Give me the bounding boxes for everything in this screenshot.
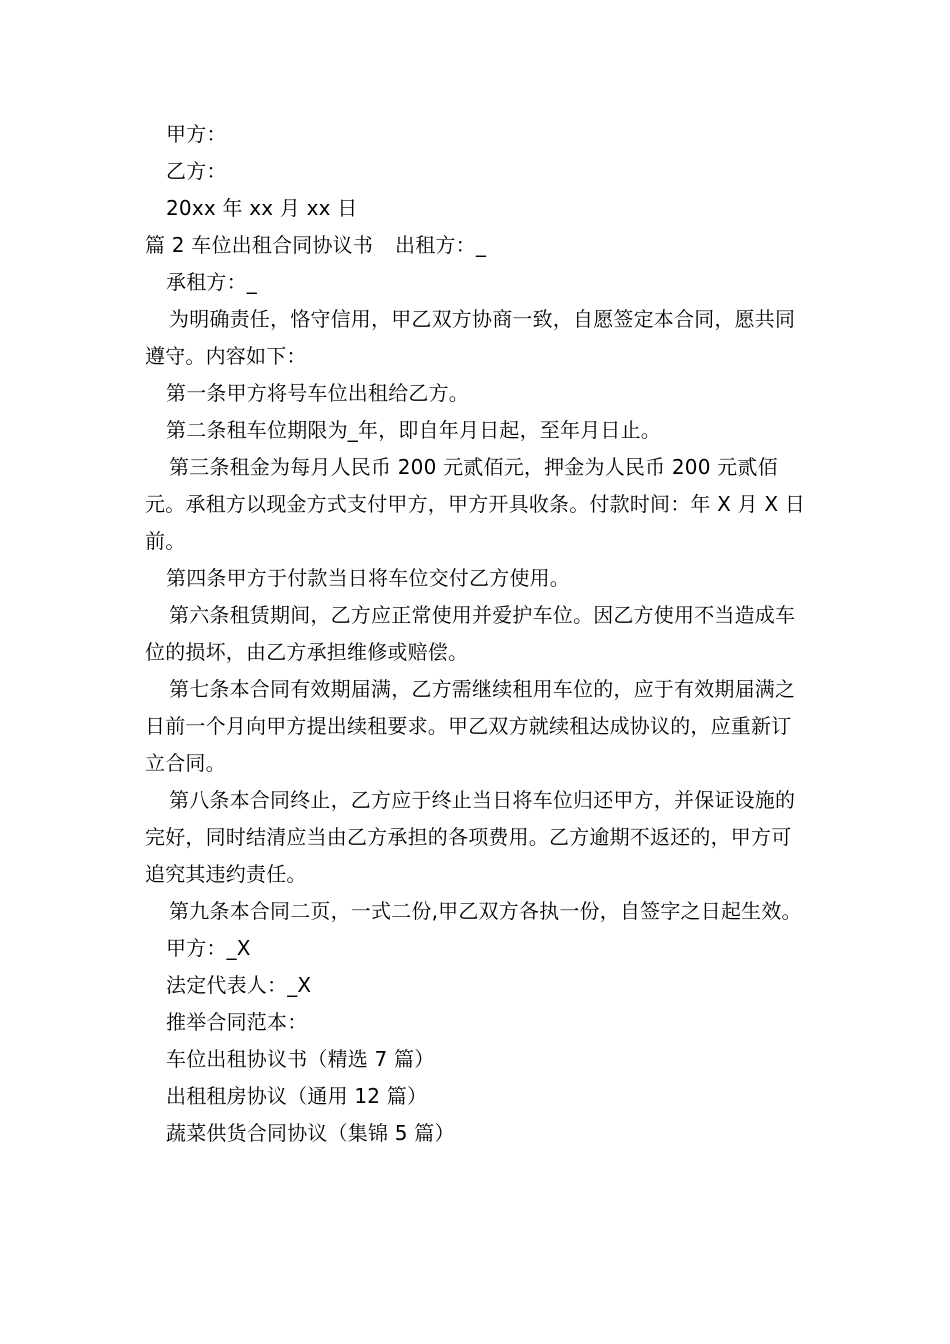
document-body bbox=[145, 116, 810, 1152]
article-3: 第三条租金为每月人民币 200 元贰佰元，押金为人民币 200 元贰佰元。承租方以现金方式支付甲方，甲方开具收条。付款时间：年 X 月 X 日前。 bbox=[145, 455, 806, 553]
article-2: 第二条租车位期限为_年，即自年月日起，至年月日止。 bbox=[166, 418, 661, 442]
recommend-link-1[interactable]: 车位出租协议书（精选 7 篇） bbox=[166, 1047, 435, 1071]
lessor-field: 出租方：_ bbox=[395, 233, 487, 257]
recommend-link-2[interactable]: 出租租房协议（通用 12 篇） bbox=[166, 1084, 428, 1108]
intro-paragraph: 为明确责任，恪守信用，甲乙双方协商一致，自愿签定本合同，愿共同遵守。内容如下： bbox=[145, 307, 796, 368]
lessee-field: 承租方：_ bbox=[166, 270, 257, 294]
sign-party-a: 甲方：_X bbox=[166, 936, 251, 960]
party-a-header: 甲方： bbox=[166, 122, 227, 146]
contract-title: 篇 2 车位出租合同协议书 bbox=[145, 233, 374, 257]
recommend-header: 推举合同范本： bbox=[166, 1010, 308, 1034]
date-line: 20xx 年 xx 月 xx 日 bbox=[166, 196, 358, 220]
party-b-header: 乙方： bbox=[166, 159, 227, 183]
article-7: 第七条本合同有效期届满，乙方需继续租用车位的，应于有效期届满之日前一个月向甲方提出续租要求。甲乙双方就续租达成协议的，应重新订立合同。 bbox=[145, 677, 796, 775]
article-6: 第六条租赁期间，乙方应正常使用并爱护车位。因乙方使用不当造成车位的损坏，由乙方承担维修或赔偿。 bbox=[145, 603, 796, 664]
recommend-link-3[interactable]: 蔬菜供货合同协议（集锦 5 篇） bbox=[166, 1121, 455, 1145]
article-9: 第九条本合同二页，一式二份,甲乙双方各执一份，自签字之日起生效。 bbox=[169, 899, 802, 923]
sign-representative: 法定代表人：_X bbox=[166, 973, 312, 997]
title-line bbox=[145, 227, 810, 264]
article-8: 第八条本合同终止，乙方应于终止当日将车位归还甲方，并保证设施的完好，同时结清应当由乙方承担的各项费用。乙方逾期不返还的，甲方可追究其违约责任。 bbox=[145, 788, 796, 886]
article-1: 第一条甲方将号车位出租给乙方。 bbox=[166, 381, 469, 405]
article-4: 第四条甲方于付款当日将车位交付乙方使用。 bbox=[166, 566, 570, 590]
